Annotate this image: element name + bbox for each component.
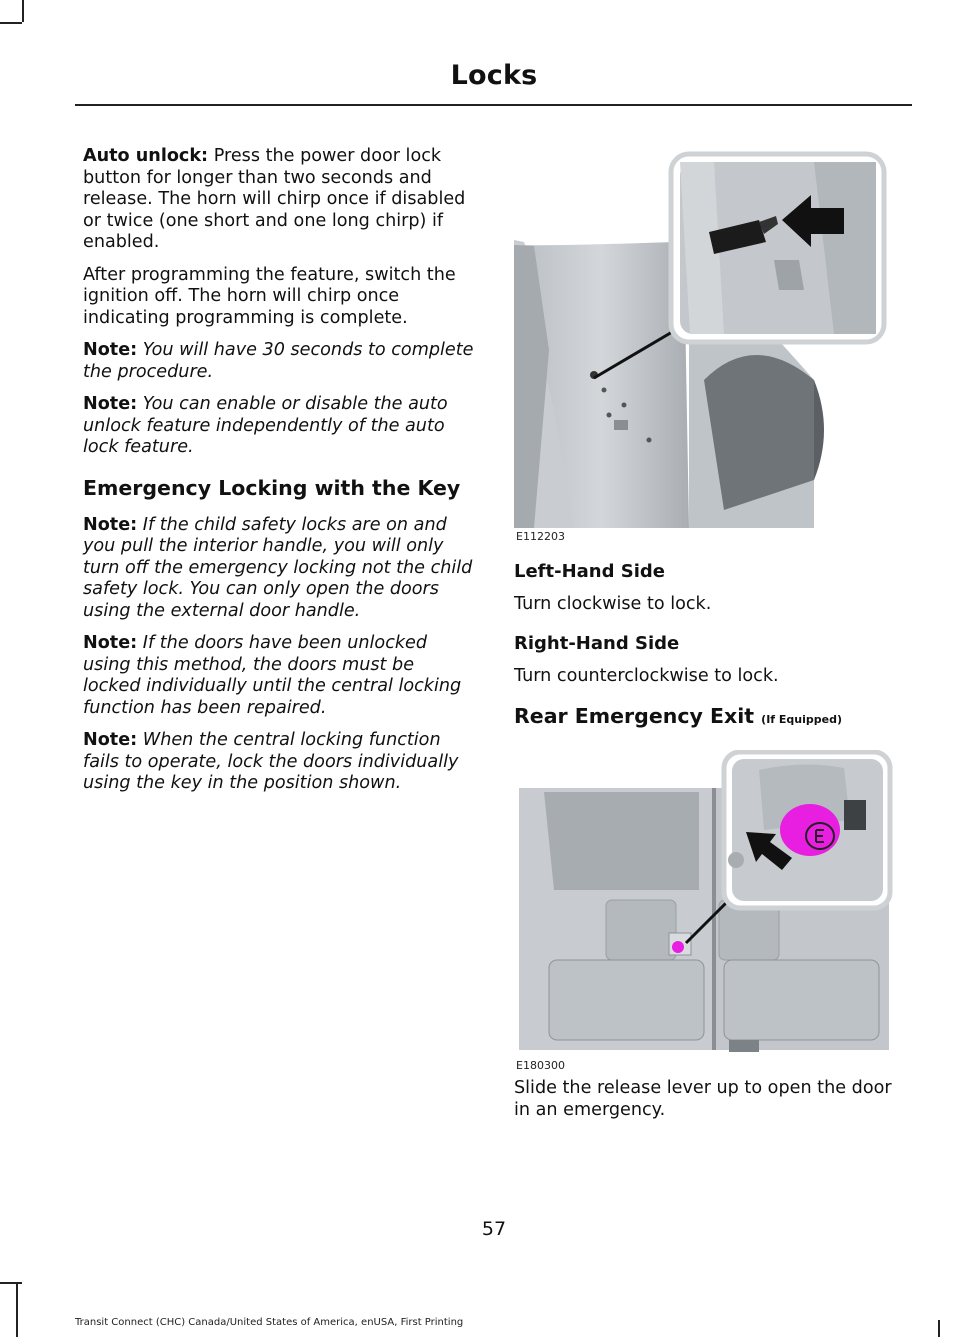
- note-paragraph: [83, 730, 475, 795]
- rear-exit-heading-text: Rear Emergency Exit: [514, 704, 755, 728]
- rear-exit-text: Slide the release lever up to open the door in an emergency.: [514, 1078, 892, 1120]
- right-hand-heading: Right-Hand Side: [514, 632, 680, 654]
- crop-mark: [0, 1282, 22, 1284]
- figure-code: E112203: [516, 530, 565, 543]
- door-key-lock-illustration: [514, 150, 894, 528]
- auto-unlock-label: Auto unlock:: [83, 146, 209, 166]
- left-hand-text: Turn clockwise to lock.: [514, 594, 712, 614]
- footer-text: Transit Connect (CHC) Canada/United States of America, enUSA, First Printing: [75, 1317, 464, 1328]
- note-text: You will have 30 seconds to complete the procedure.: [83, 340, 474, 382]
- crop-mark: [938, 1320, 940, 1337]
- note-label: Note:: [83, 514, 138, 535]
- note-text: You can enable or disable the auto unlock feature independently of the auto lock feature.: [83, 394, 448, 457]
- crop-mark: [22, 0, 24, 22]
- note-text: If the child safety locks are on and you pull the interior handle, you will only turn off the emergency locking not the child safety lock. You can only open the doors using the external door handle.: [83, 514, 473, 621]
- right-column: [514, 560, 910, 747]
- auto-unlock-text: Press the power door lock button for longer than two seconds and release. The horn will chirp once if disabled or twice (one short and one long chirp) if enabled.: [83, 146, 466, 252]
- rear-emergency-exit-illustration: [514, 750, 894, 1058]
- rear-exit-heading: [514, 703, 910, 733]
- page-title: Locks: [450, 60, 538, 91]
- right-hand-text: Turn counterclockwise to lock.: [514, 665, 779, 686]
- note-label: Note:: [83, 340, 138, 360]
- section-heading: Emergency Locking with the Key: [83, 475, 461, 500]
- after-programming-paragraph: After programming the feature, switch the ignition off. The horn will chirp once indicating programming is complete.: [83, 264, 456, 328]
- note-paragraph: [83, 515, 475, 623]
- note-text: If the doors have been unlocked using this method, the doors must be locked individually until the central locking function has been repaired.: [83, 633, 462, 718]
- right-column-bottom: [514, 1077, 910, 1132]
- note-paragraph: [83, 633, 475, 719]
- header-rule: [75, 104, 912, 106]
- page-number: 57: [481, 1218, 507, 1240]
- note-text: When the central locking function fails to operate, lock the doors individually using the key in the position shown.: [83, 730, 459, 793]
- auto-unlock-paragraph: [83, 146, 475, 254]
- figure-code: E180300: [516, 1059, 565, 1072]
- crop-mark: [0, 22, 22, 24]
- left-column: [83, 146, 475, 806]
- left-hand-heading: Left-Hand Side: [514, 561, 665, 582]
- note-label: Note:: [83, 394, 138, 414]
- note-paragraph: [83, 394, 475, 459]
- note-label: Note:: [83, 730, 138, 750]
- note-label: Note:: [83, 633, 138, 653]
- note-paragraph: [83, 340, 475, 383]
- crop-mark: [16, 1284, 18, 1337]
- if-equipped-tag: (If Equipped): [761, 713, 843, 726]
